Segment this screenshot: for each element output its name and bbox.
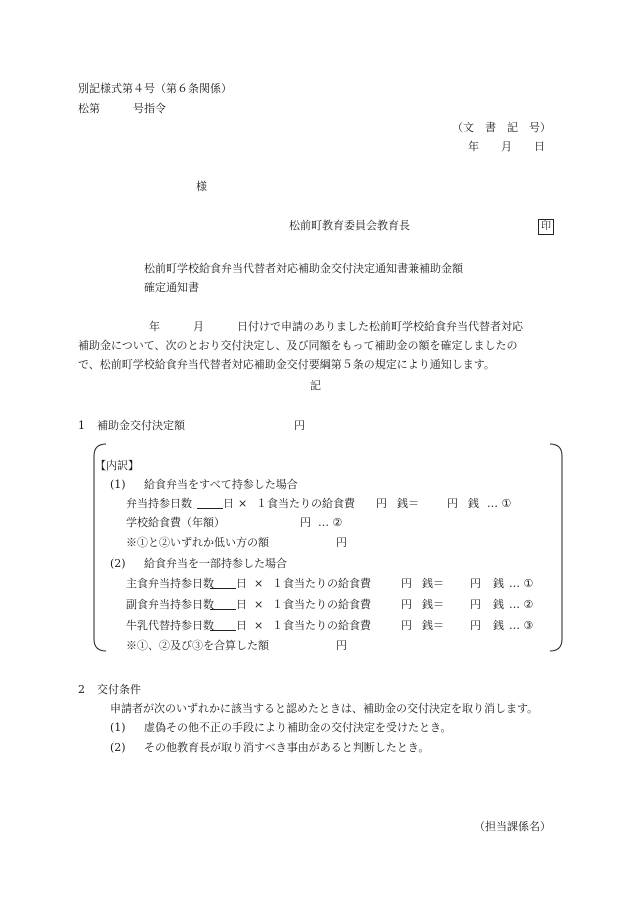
case1-row2-ref: … ② [318,516,343,529]
document-symbol: （文 書 記 号） [452,121,551,134]
blank-line [197,497,223,513]
times-sign: × [254,577,264,590]
case2-row-yen: 円 [401,577,412,590]
condition-item-text: その他教育長が取り消すべき事由があると判断したとき。 [144,741,430,754]
case2-row-days: 日 [236,598,247,611]
case2-row-ref: … ② [509,598,534,611]
condition-item-number: (2) [110,741,126,754]
contact-department: （担当課係名） [474,820,551,833]
seal-stamp: 印 [538,219,554,235]
case2-row-sen: 銭 [493,577,504,590]
case2-row-prefix: 主食弁当持参日数 [126,577,214,590]
case2-row-sen: 銭 [493,619,504,632]
case1-row1-ref: … ① [487,497,512,510]
document-title-line1: 松前町学校給食弁当代替者対応補助金交付決定通知書兼補助金額 [144,262,463,275]
times-sign: × [254,619,264,632]
case2-row-ref: … ③ [509,619,534,632]
case1-row2-prefix: 学校給食費（年額） [126,516,225,529]
case2-row-prefix: 副食弁当持参日数 [126,598,214,611]
case2-row-yen2: 円 [470,598,481,611]
body-line-2: 補助金について、次のとおり交付決定し、及び同額をもって補助金の額を確定しましたの [78,339,518,352]
case2-row-ref: … ① [509,577,534,590]
section2-label: 交付条件 [97,683,141,696]
blank-line [210,577,236,593]
body-line-1: 年 月 日付けで申請のありました松前町学校給食弁当代替者対応 [149,320,523,333]
case2-row-yen: 円 [401,619,412,632]
section2-number: 2 [78,683,85,696]
times-sign: × [254,598,264,611]
case1-row1-sen2: 銭 [468,497,479,510]
case1-row1-yen2: 円 [447,497,458,510]
case2-row-yen2: 円 [470,619,481,632]
case2-row-mid: １食当たりの給食費 [272,577,371,590]
case1-row1-sen: 銭＝ [397,497,419,510]
breakdown-title: 【内訳】 [95,459,139,472]
case1-title: 給食弁当をすべて持参した場合 [144,478,298,491]
body-line-3: で、松前町学校給食弁当代替者対応補助金交付要綱第５条の規定により通知します。 [78,358,495,371]
case2-row-sen-eq: 銭＝ [422,619,444,632]
case2-row-days: 日 [236,619,247,632]
case2-number: (2) [110,557,126,570]
case2-row-prefix: 牛乳代替持参日数 [126,619,214,632]
case1-row1-prefix: 弁当持参日数 [126,497,192,510]
blank-line [210,619,236,635]
case1-row2-yen: 円 [300,516,311,529]
case1-number: (1) [110,478,126,491]
case2-row-sen: 銭 [493,598,504,611]
section2-intro: 申請者が次のいずれかに該当すると認めたときは、補助金の交付決定を取り消します。 [110,702,539,715]
condition-item-number: (1) [110,721,126,734]
blank-line [210,598,236,614]
case2-total-prefix: ※①、②及び③を合算した額 [126,639,269,652]
issue-number: 松第 号指令 [78,102,166,115]
case2-row-mid: １食当たりの給食費 [272,619,371,632]
recipient-honorific: 様 [196,180,207,193]
times-sign: × [238,497,248,510]
case2-row-sen-eq: 銭＝ [422,577,444,590]
case2-row-yen2: 円 [470,577,481,590]
case1-row3-prefix: ※①と②いずれか低い方の額 [126,536,269,549]
section1-unit: 円 [294,419,305,432]
case2-row-yen: 円 [401,598,412,611]
case2-row-mid: １食当たりの給食費 [272,598,371,611]
case1-row1-yen: 円 [376,497,387,510]
case1-row1-mid: １食当たりの給食費 [256,497,355,510]
condition-item-text: 虚偽その他不正の手段により補助金の交付決定を受けたとき。 [144,721,452,734]
case2-row-days: 日 [236,577,247,590]
case1-row1-days: 日 [223,497,234,510]
ki-marker: 記 [310,379,321,392]
case1-row3-yen: 円 [336,536,347,549]
form-label: 別記様式第４号（第６条関係） [78,82,232,95]
sender-name: 松前町教育委員会教育長 [289,219,410,232]
section1-label: 補助金交付決定額 [97,419,185,432]
document-title-line2: 確定通知書 [144,281,199,294]
section1-number: 1 [78,419,85,432]
issue-date: 年 月 日 [468,140,545,153]
case2-title: 給食弁当を一部持参した場合 [144,557,287,570]
case2-total-yen: 円 [336,639,347,652]
case2-row-sen-eq: 銭＝ [422,598,444,611]
